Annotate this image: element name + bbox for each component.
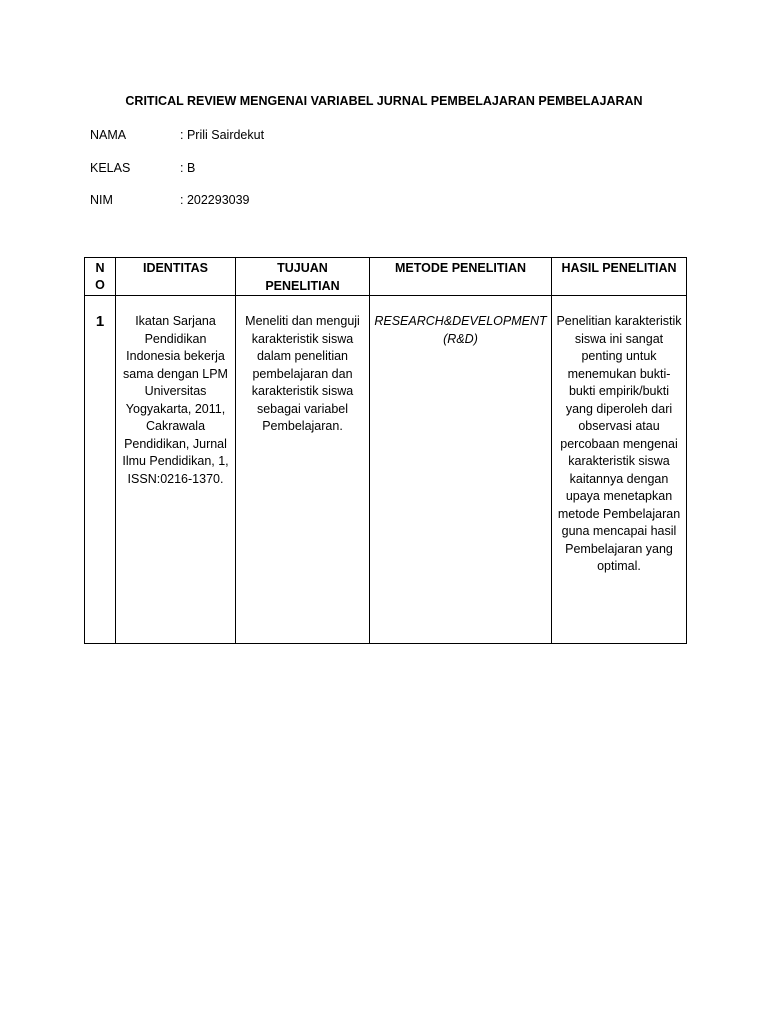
review-table <box>84 257 687 644</box>
field-nama-label: NAMA <box>90 128 127 142</box>
field-kelas-value: : B <box>180 161 196 175</box>
table-row <box>85 296 687 644</box>
field-kelas-label: KELAS <box>90 161 131 175</box>
field-nim-value: : 202293039 <box>180 193 250 207</box>
header-tujuan: TUJUAN PENELITIAN <box>236 258 370 296</box>
document-title: CRITICAL REVIEW MENGENAI VARIABEL JURNAL PEMBELAJARAN PEMBELAJARAN <box>125 94 643 108</box>
cell-hasil: Penelitian karakteristik siswa ini sangat penting untuk menemukan bukti-bukti empirik/bukti yang diperoleh dari observasi atau percobaan mengenai karakteristik siswa kaitannya dengan upaya menetapkan metode Pembelajaran guna mencapai hasil Pembelajaran yang optimal. <box>552 296 687 644</box>
header-metode: METODE PENELITIAN <box>370 258 552 296</box>
cell-tujuan: Meneliti dan menguji karakteristik siswa dalam penelitian pembelajaran dan karakteristik siswa sebagai variabel Pembelajaran. <box>236 296 370 644</box>
cell-identitas: Ikatan Sarjana Pendidikan Indonesia bekerja sama dengan LPM Universitas Yogyakarta, 2011, Cakrawala Pendidikan, Jurnal Ilmu Pendidikan, 1, ISSN:0216-1370. <box>116 296 236 644</box>
field-nim-label: NIM <box>90 193 113 207</box>
header-identitas: IDENTITAS <box>116 258 236 296</box>
table-header-row <box>85 258 687 296</box>
header-no: N O <box>85 258 116 296</box>
field-nama-value: : Prili Sairdekut <box>180 128 265 142</box>
cell-metode: RESEARCH&DEVELOPMENT (R&D) <box>370 296 552 644</box>
cell-no: 1 <box>85 296 116 644</box>
header-hasil: HASIL PENELITIAN <box>552 258 687 296</box>
